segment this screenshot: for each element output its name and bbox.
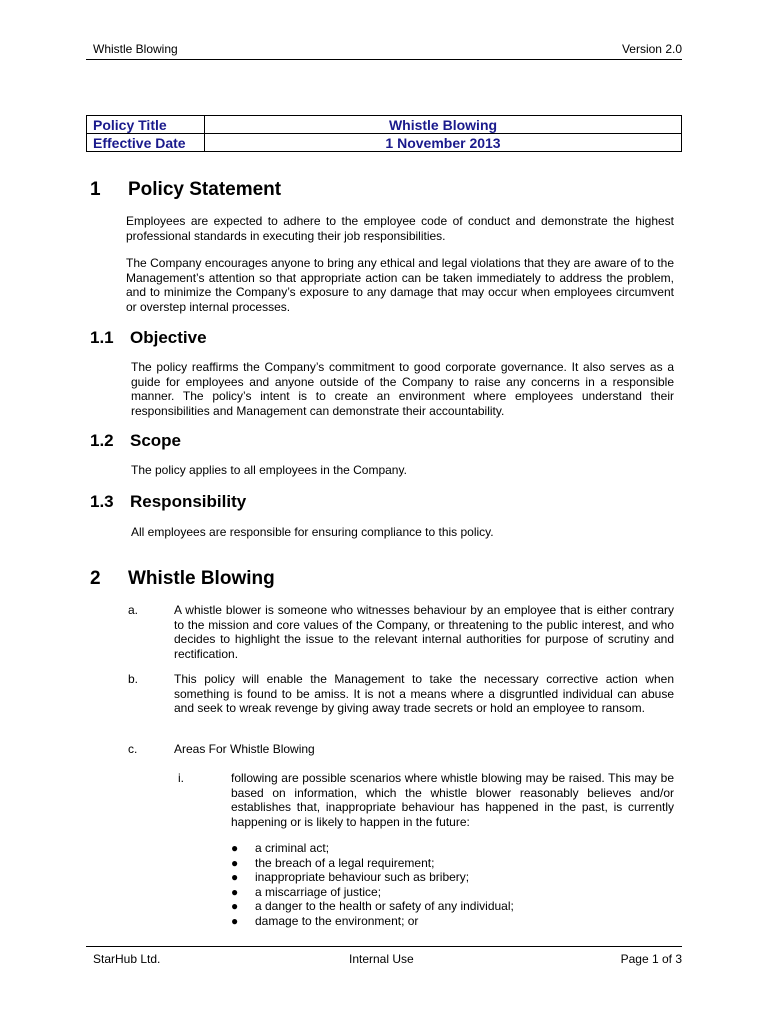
list-item-marker: b. <box>128 672 139 686</box>
list-item: This policy will enable the Management to take the necessary corrective action when something is found to be amiss. It is not a means where a disgruntled individual can abuse and seek to wreak revenge by giving away trade secrets or hold an employee to ransom. <box>174 672 674 715</box>
scope-heading <box>90 431 181 451</box>
section-number: 2 <box>90 568 101 589</box>
effective-date-value: 1 November 2013 <box>205 134 682 152</box>
bullet-icon: ● <box>231 841 239 855</box>
bullet-text: the breach of a legal requirement; <box>255 855 435 870</box>
scope-paragraph: The policy applies to all employees in the Company. <box>131 463 407 477</box>
section-title: Responsibility <box>130 492 247 511</box>
header-rule <box>86 59 682 60</box>
footer-rule <box>86 946 682 947</box>
bullet-text: inappropriate behaviour such as bribery; <box>255 870 470 884</box>
policy-meta-table <box>86 115 682 152</box>
bullet-icon: ● <box>231 913 239 928</box>
bullet-text: a criminal act; <box>255 841 330 855</box>
footer-classification: Internal Use <box>349 952 414 966</box>
objective-heading <box>90 328 207 348</box>
list-item-marker: c. <box>128 742 138 756</box>
table-row <box>87 116 682 134</box>
section-1-heading <box>90 179 281 201</box>
list-item: A whistle blower is someone who witnesses behaviour by an employee that is either contrary to the mission and core values of the Company, or threatening to the public interest, and who decides to highlight the issue to the relevant internal authorities for purpose of scrutiny and rectification. <box>174 603 674 661</box>
section-2-heading <box>90 568 275 590</box>
section-title: Policy Statement <box>128 179 282 200</box>
section-title: Whistle Blowing <box>128 568 275 589</box>
header-version: Version 2.0 <box>621 42 682 56</box>
list-item-marker: a. <box>128 603 139 617</box>
responsibility-heading <box>90 492 246 512</box>
table-row <box>87 134 682 152</box>
section-title: Scope <box>130 431 182 450</box>
policy-title-value: Whistle Blowing <box>205 116 682 134</box>
footer-company: StarHub Ltd. <box>93 952 161 966</box>
sub-item-marker: i. <box>178 771 184 785</box>
section-title: Objective <box>130 328 207 347</box>
bullet-text: a miscarriage of justice; <box>255 884 382 899</box>
bullet-icon: ● <box>231 855 239 870</box>
bullet-text: damage to the environment; or <box>255 913 419 928</box>
responsibility-paragraph: All employees are responsible for ensuring compliance to this policy. <box>131 525 494 539</box>
list-item: Areas For Whistle Blowing <box>174 742 315 756</box>
objective-paragraph: The policy reaffirms the Company’s commitment to good corporate governance. It also serves as a guide for employees and anyone outside of the Company to raise any concerns in a responsible manner. The policy’s intent is to create an environment where employees understand their responsibilities and Management can demonstrate their accountability. <box>131 360 674 418</box>
header-title: Whistle Blowing <box>93 42 178 56</box>
list-item <box>231 885 514 900</box>
scenario-bullet-list <box>231 841 514 928</box>
effective-date-label: Effective Date <box>87 134 205 152</box>
bullet-text: a danger to the health or safety of any individual; <box>255 899 514 913</box>
list-item <box>231 870 514 885</box>
section-number: 1.2 <box>90 431 114 450</box>
section-number: 1.1 <box>90 328 114 347</box>
bullet-icon: ● <box>231 884 239 899</box>
list-item <box>231 914 514 929</box>
policy-statement-paragraph-2: The Company encourages anyone to bring any ethical and legal violations that they are aware of to the Management’s attention so that appropriate action can be taken immediately to address the problem, and to minimize the Company’s exposure to any damage that may occur when employees circumvent or overstep internal processes. <box>126 256 674 314</box>
section-number: 1 <box>90 179 101 200</box>
policy-title-label: Policy Title <box>87 116 205 134</box>
list-item <box>231 899 514 914</box>
page-number: Page 1 of 3 <box>620 952 682 966</box>
policy-statement-paragraph-1: Employees are expected to adhere to the employee code of conduct and demonstrate the highest professional standards in executing their job responsibilities. <box>126 214 674 243</box>
bullet-icon: ● <box>231 899 239 913</box>
list-item <box>231 856 514 871</box>
list-item <box>231 841 514 856</box>
bullet-icon: ● <box>231 870 239 884</box>
sub-item-text: following are possible scenarios where whistle blowing may be raised. This may be based on information, which the whistle blower reasonably believes and/or establishes that, inappropriate behaviour has happened in the past, is currently happening or is likely to happen in the future: <box>231 771 674 829</box>
section-number: 1.3 <box>90 492 114 511</box>
